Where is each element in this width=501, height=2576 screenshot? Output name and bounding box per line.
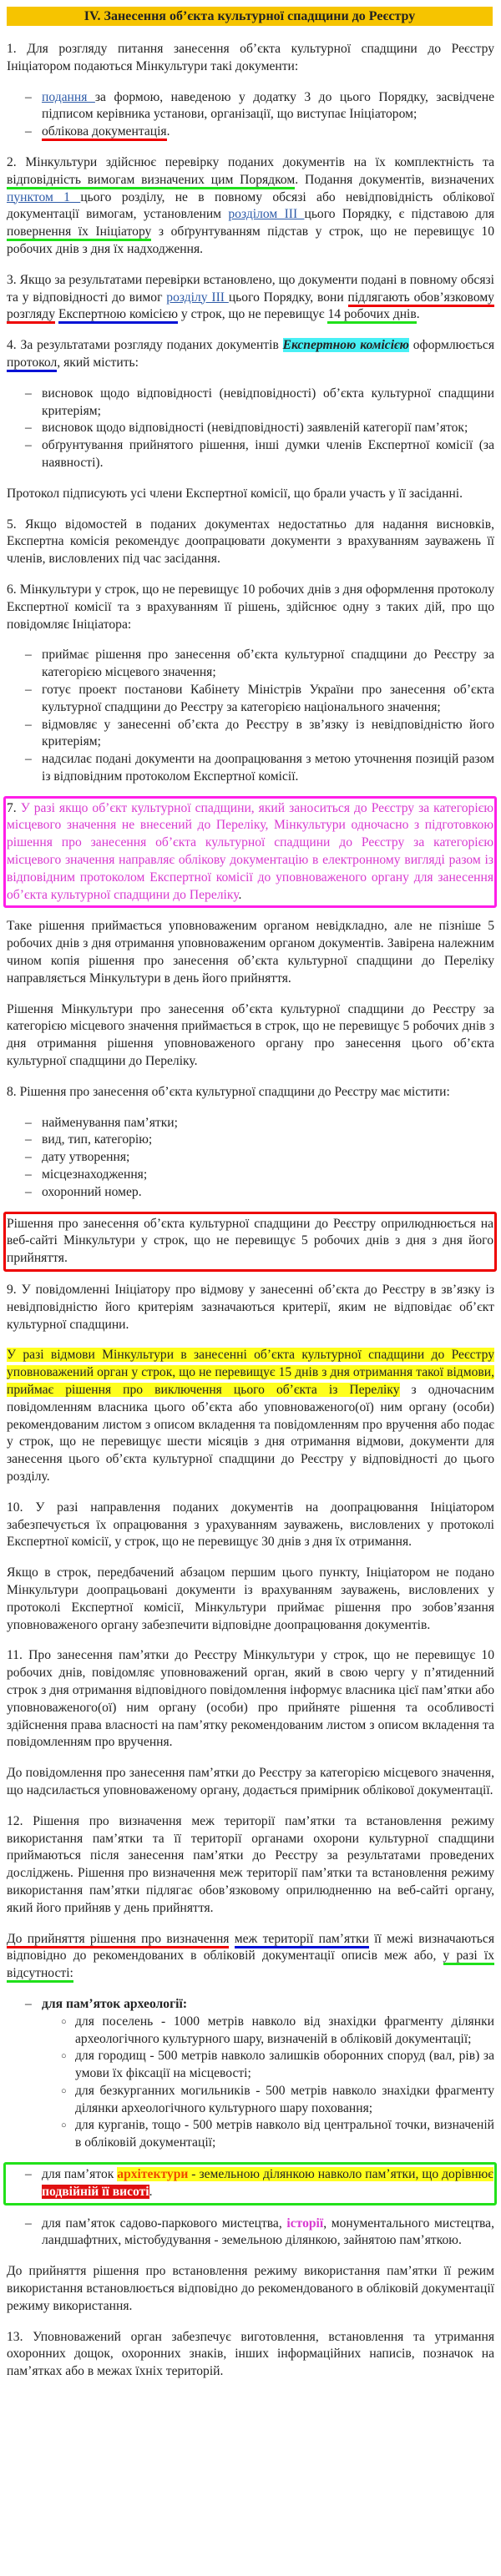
text-segment: , який містить: — [57, 355, 139, 370]
paragraph — [7, 1647, 494, 1752]
text-segment: 3. Якщо за результатами перевірки встановлено, що документи подані в повному обсязі та у відповідності до вимог — [7, 272, 494, 305]
text-segment: 6. Мінкультури у строк, що не перевищує 10 робочих днів з дня оформлення протоколу Експертної комісії та з врахуванням її рішень, здійснює одну з таких дій, про що повідомляє Ініціатора: — [7, 582, 494, 632]
paragraph — [7, 1500, 494, 1551]
paragraph — [7, 517, 494, 568]
list-item — [42, 386, 494, 421]
list-item — [42, 1149, 494, 1167]
paragraph — [7, 2329, 494, 2381]
emphasized-text-ul-green: повернення їх Ініціатору — [7, 224, 151, 241]
dash-list — [7, 647, 494, 785]
text-segment: 5. Якщо відомостей в поданих документах недостатньо для надання висновків, Експертна комісія рекомендує доопрацювати документи з врахуванням зауважень її членів, висловлених під час засідання. — [7, 517, 494, 567]
document-link[interactable]: подання — [42, 89, 95, 104]
document-link[interactable]: розділу III — [166, 290, 229, 305]
emphasized-text-ul-blue: меж території пам’ятки — [235, 1932, 369, 1948]
text-segment: надсилає подані документи на доопрацювання з метою уточнення позицій разом із відповідним протоколом Експертної комісії. — [42, 752, 494, 784]
text-segment: Рішення Мінкультури про занесення об’єкта культурної спадщини до Реєстру за категорією місцевого значення приймається в строк, що не перевищує 5 робочих днів з дня отримання рішення уповноваженого органу про занесення цього об’єкта культурної спадщини до Переліку. — [7, 1001, 494, 1069]
paragraph — [7, 800, 493, 905]
text-segment: 7. — [7, 800, 21, 815]
dash-list — [7, 1996, 494, 2152]
paragraph — [7, 1216, 493, 1268]
list-item — [42, 1167, 494, 1184]
emphasized-text-ul-red: До прийняття рішення про визначення — [7, 1932, 229, 1948]
paragraph — [7, 1001, 494, 1071]
emphasized-text-ul-red: облікова документація — [42, 124, 167, 141]
text-segment: . — [416, 307, 420, 322]
text-segment: оформлюється — [408, 338, 495, 353]
text-segment: . — [238, 887, 242, 902]
dash-list — [7, 2166, 493, 2201]
emphasized-text-magenta: У разі якщо об’єкт культурної спадщини, який заноситься до Реєстру за категорією місцевого значення не внесений до Переліку, Мінкультури одночасно з підготовкою рішення про занесення об’єкта культурної спадщини до Реєстру за категорією місцевого значення направляє облікову документацію в електронному вигляді разом із відповідним протоколом Експертної комісії до уповноваженого органу для занесення об’єкта культурної спадщини до Переліку — [7, 800, 493, 902]
paragraph — [7, 337, 494, 372]
emphasized-text-bold: для пам’яток археології: — [42, 1996, 188, 2011]
sub-list — [42, 2014, 494, 2152]
text-segment: охоронний номер. — [42, 1184, 142, 1199]
text-segment: 2. Мінкультури здійснює перевірку поданих документів на їх комплектність та — [7, 154, 494, 169]
text-segment: для пам’яток — [42, 2167, 118, 2182]
text-segment: Таке рішення приймається уповноваженим органом невідкладно, але не пізніше 5 робочих днів з дня отримання уповноваженим органом документів. Завірена належним чином копія рішення про занесення об’єкта культурної спадщини до Переліку направляється Мінкультури в день його прийняття. — [7, 919, 494, 986]
paragraph — [7, 1347, 494, 1485]
text-segment: дату утворення; — [42, 1150, 130, 1165]
paragraph — [7, 1813, 494, 1918]
list-item — [42, 717, 494, 752]
paragraph — [7, 1282, 494, 1333]
paragraph — [7, 41, 494, 76]
text-segment: До повідомлення про занесення пам’ятки до Реєстру за категорією місцевого значення, що надсилається уповноваженому органу, додається примірник облікової документації. — [7, 1766, 494, 1797]
emphasized-text-ul-blue: Експертною комісією — [58, 307, 178, 324]
text-segment: висновок щодо відповідності (невідповідності) об’єкта культурної спадщини критеріям; — [42, 386, 494, 418]
text-segment — [229, 1932, 234, 1946]
dash-list — [7, 2216, 494, 2251]
list-item — [42, 2216, 494, 2251]
text-segment: найменування пам’ятки; — [42, 1115, 178, 1130]
list-item — [42, 2166, 493, 2201]
emphasized-text-hl-red: подвійній її висоті — [42, 2184, 149, 2199]
list-item — [42, 420, 494, 437]
text-segment: для безкурганних могильників - 500 метрів навколо знахідки фрагменту ділянки археологічного культурного шару поховання; — [75, 2083, 494, 2115]
list-item — [42, 1132, 494, 1149]
text-segment: її межі визначаються відповідно до рекомендованих в обліковій документації описів меж або, — [7, 1931, 494, 1964]
paragraph — [7, 486, 494, 503]
text-segment: цього розділу, не в повному обсязі або невідповідність облікової документації вимогам, установленим — [7, 189, 494, 222]
paragraph — [7, 918, 494, 987]
paragraph — [7, 582, 494, 633]
text-segment: , монументального мистецтва, ландшафтних, містобудування - земельною ділянкою, зайнятою пам’яткою. — [42, 2216, 495, 2248]
list-item — [42, 1996, 494, 2152]
emphasized-text-ul-red: підлягають обов’язковому розгляду — [7, 290, 494, 325]
text-segment: вид, тип, категорію; — [42, 1132, 153, 1147]
text-segment: 1. Для розгляду питання занесення об’єкта культурної спадщини до Реєстру Ініціатором подаються Мінкультури такі документи: — [7, 42, 494, 73]
paragraph — [7, 2263, 494, 2315]
list-item — [42, 682, 494, 717]
text-segment: для городищ - 500 метрів навколо залишків оборонних споруд (вал, рів) за умови їх фіксації на місцевості; — [75, 2049, 494, 2081]
text-segment: 10. У разі направлення поданих документів на доопрацювання Ініціатором забезпечується їх опрацювання з урахуванням зауважень, висловлених у протоколі Експертної комісії, у строк, що не перевищує 30 днів з дня їх отримання. — [7, 1500, 494, 1550]
text-segment: 4. За результатами розгляду поданих документів — [7, 338, 283, 353]
paragraph — [7, 1084, 494, 1101]
text-segment: 11. Про занесення пам’ятки до Реєстру Мінкультури у строк, що не перевищує 10 робочих днів, повідомляє уповноважений орган, який в свою чергу у п’ятиденний строк з дня отримання відповідного повідомлення інформує власника цієї пам’ятки або уповноваженого(ої) ним органу (особи) про прийняте рішення та особливості здійснення права власності на пам’ятку рекомендованим листом з описом вкладення та повідомленням про вручення. — [7, 1648, 494, 1750]
text-segment: цього Порядку, вони — [228, 290, 348, 305]
dash-list — [7, 386, 494, 472]
text-segment: Якщо в строк, передбачений абзацом першим цього пункту, Ініціатором не подано Мінкультури доопрацьовані документи із врахуванням зауважень, висловлених у протоколі Експертної комісії, Мінкультури приймає рішення про зобов’язання уповноваженого органу забезпечити відповідне доопрацювання документів. — [7, 1565, 494, 1632]
paragraph — [7, 154, 494, 259]
sub-list-item — [75, 2014, 494, 2049]
document-link[interactable]: пунктом 1 — [7, 189, 81, 204]
emphasized-text-ul-green: у разі їх відсутності: — [7, 1948, 494, 1983]
text-segment: Рішення про занесення об’єкта культурної спадщини до Реєстру оприлюднюється на веб-сайті Мінкультури у строк, що не перевищує 5 робочих днів з дня з дня його прийняття. — [7, 1216, 493, 1266]
emphasized-text-ul-green: 14 робочих днів — [327, 307, 416, 324]
text-segment: висновок щодо відповідності (невідповідності) заявленій категорії пам’яток; — [42, 421, 468, 436]
text-segment: 13. Уповноважений орган забезпечує виготовлення, встановлення та утримання охоронних дощок, охоронних знаків, інших інформаційних написів, позначок на пам’ятках або в межах їхніх територій. — [7, 2329, 494, 2379]
text-segment: місцезнаходження; — [42, 1167, 148, 1182]
paragraph — [7, 272, 494, 324]
list-item — [42, 1184, 494, 1202]
emphasized-text-ul-green: відповідність вимогам визначених цим Порядком — [7, 173, 295, 189]
text-segment: з одночасним повідомленням власника цього об’єкта або уповноваженого(ої) ним органу (особи) рекомендованим листом з описом вкладення та повідомленням про вручення або подає у строк, що не перевищує шести місяців з дня отримання відмови, документи для занесення цього об’єкта культурної спадщини до Реєстру у відповідності до цього розділу. — [7, 1383, 494, 1484]
dash-list — [7, 1115, 494, 1202]
document-body — [7, 41, 494, 2381]
list-item — [42, 1115, 494, 1132]
document-link[interactable]: розділом III — [228, 207, 305, 222]
text-segment: 8. Рішення про занесення об’єкта культурної спадщини до Реєстру має містити: — [7, 1084, 450, 1099]
paragraph — [7, 1565, 494, 1634]
text-segment: До прийняття рішення про встановлення режиму використання пам’ятки її режим використання встановлюється відповідно до рекомендованого в обліковій документації режиму використання. — [7, 2264, 494, 2313]
emphasized-text-magenta-bold: історії — [286, 2216, 324, 2231]
paragraph — [7, 1931, 494, 1983]
text-segment: за формою, наведеною у додатку 3 до цього Порядку, засвідчене підписом керівника установи, організації, що виступає Ініціатором; — [42, 89, 495, 122]
dash-list — [7, 89, 494, 141]
text-segment: . — [166, 124, 170, 139]
paragraph — [7, 1765, 494, 1800]
list-item — [42, 751, 494, 786]
text-segment: для пам’яток садово-паркового мистецтва, — [42, 2216, 287, 2231]
text-segment: 12. Рішення про визначення меж території пам’ятки та встановлення режиму використання пам’ятки та її території органами охорони культурної спадщини приймаються після занесення пам’ятки до Реєстру за результатами проведених досліджень. Рішення про визначення меж території пам’ятки та встановлення режиму використання пам’ятки підлягає обов’язковому оприлюдненню на веб-сайті органу, який його прийняв у день прийняття. — [7, 1813, 494, 1915]
text-segment: 9. У повідомленні Ініціатору про відмову у занесенні об’єкта до Реєстру в зв’язку із невідповідністю його критеріям зазначаються критерії, яким не відповідає об’єкт культурної спадщини. — [7, 1283, 494, 1332]
text-segment: відмовляє у занесенні об’єкта до Реєстру в зв’язку із невідповідністю його критеріям; — [42, 717, 494, 749]
text-segment: для поселень - 1000 метрів навколо від знахідки фрагменту ділянки археологічного культурного шару, визначеній в обліковій документації; — [75, 2014, 494, 2046]
emphasized-text-ul-blue: протокол — [7, 355, 57, 372]
sub-list-item — [75, 2083, 494, 2118]
list-item — [42, 437, 494, 472]
text-segment: . Подання документів, визначених — [295, 172, 495, 187]
text-segment: обґрунтування прийнятого рішення, інші думки членів Експертної комісії (за наявності). — [42, 438, 494, 470]
emphasized-text-hl-cyan: Експертною комісією — [282, 338, 409, 353]
section-heading: IV. Занесення об’єкта культурної спадщини до Реєстру — [7, 7, 493, 26]
text-segment: . — [149, 2184, 153, 2199]
sub-list-item — [75, 2048, 494, 2083]
emphasized-text-hl-yellow-orange: архітектури — [117, 2167, 189, 2182]
text-segment: з обґрунтуванням підстав у строк, що не перевищує 10 робочих днів з дня їх надходження. — [7, 224, 495, 256]
highlight-box-red — [3, 1212, 497, 1272]
text-segment: у строк, що не перевищує — [178, 307, 328, 322]
emphasized-text-hl-yellow: У разі відмови Мінкультури в занесенні об’єкта культурної спадщини до Реєстру уповноважений орган у строк, що не перевищує 15 днів з дня отримання такої відмови, приймає рішення про виключення цього об’єкта із Переліку — [7, 1348, 494, 1397]
list-item — [42, 89, 494, 124]
sub-list-item — [75, 2117, 494, 2152]
highlight-box-magenta — [3, 796, 497, 909]
text-segment: цього Порядку, є підставою для — [304, 207, 494, 222]
text-segment: Протокол підписують усі члени Експертної комісії, що брали участь у її засіданні. — [7, 486, 463, 501]
emphasized-text-hl-yellow: - земельною ділянкою навколо пам’ятки, що дорівнює — [188, 2167, 494, 2182]
list-item — [42, 124, 494, 141]
list-item — [42, 647, 494, 682]
text-segment: приймає рішення про занесення об’єкта культурної спадщини до Реєстру за категорією місцевого значення; — [42, 648, 494, 680]
highlight-box-green — [3, 2162, 497, 2205]
text-segment: для курганів, тощо - 500 метрів навколо від центральної точки, визначеній в обліковій документації; — [75, 2118, 494, 2150]
text-segment: готує проект постанови Кабінету Міністрів України про занесення об’єкта культурної спадщини до Реєстру за категорією національного значення; — [42, 682, 494, 714]
